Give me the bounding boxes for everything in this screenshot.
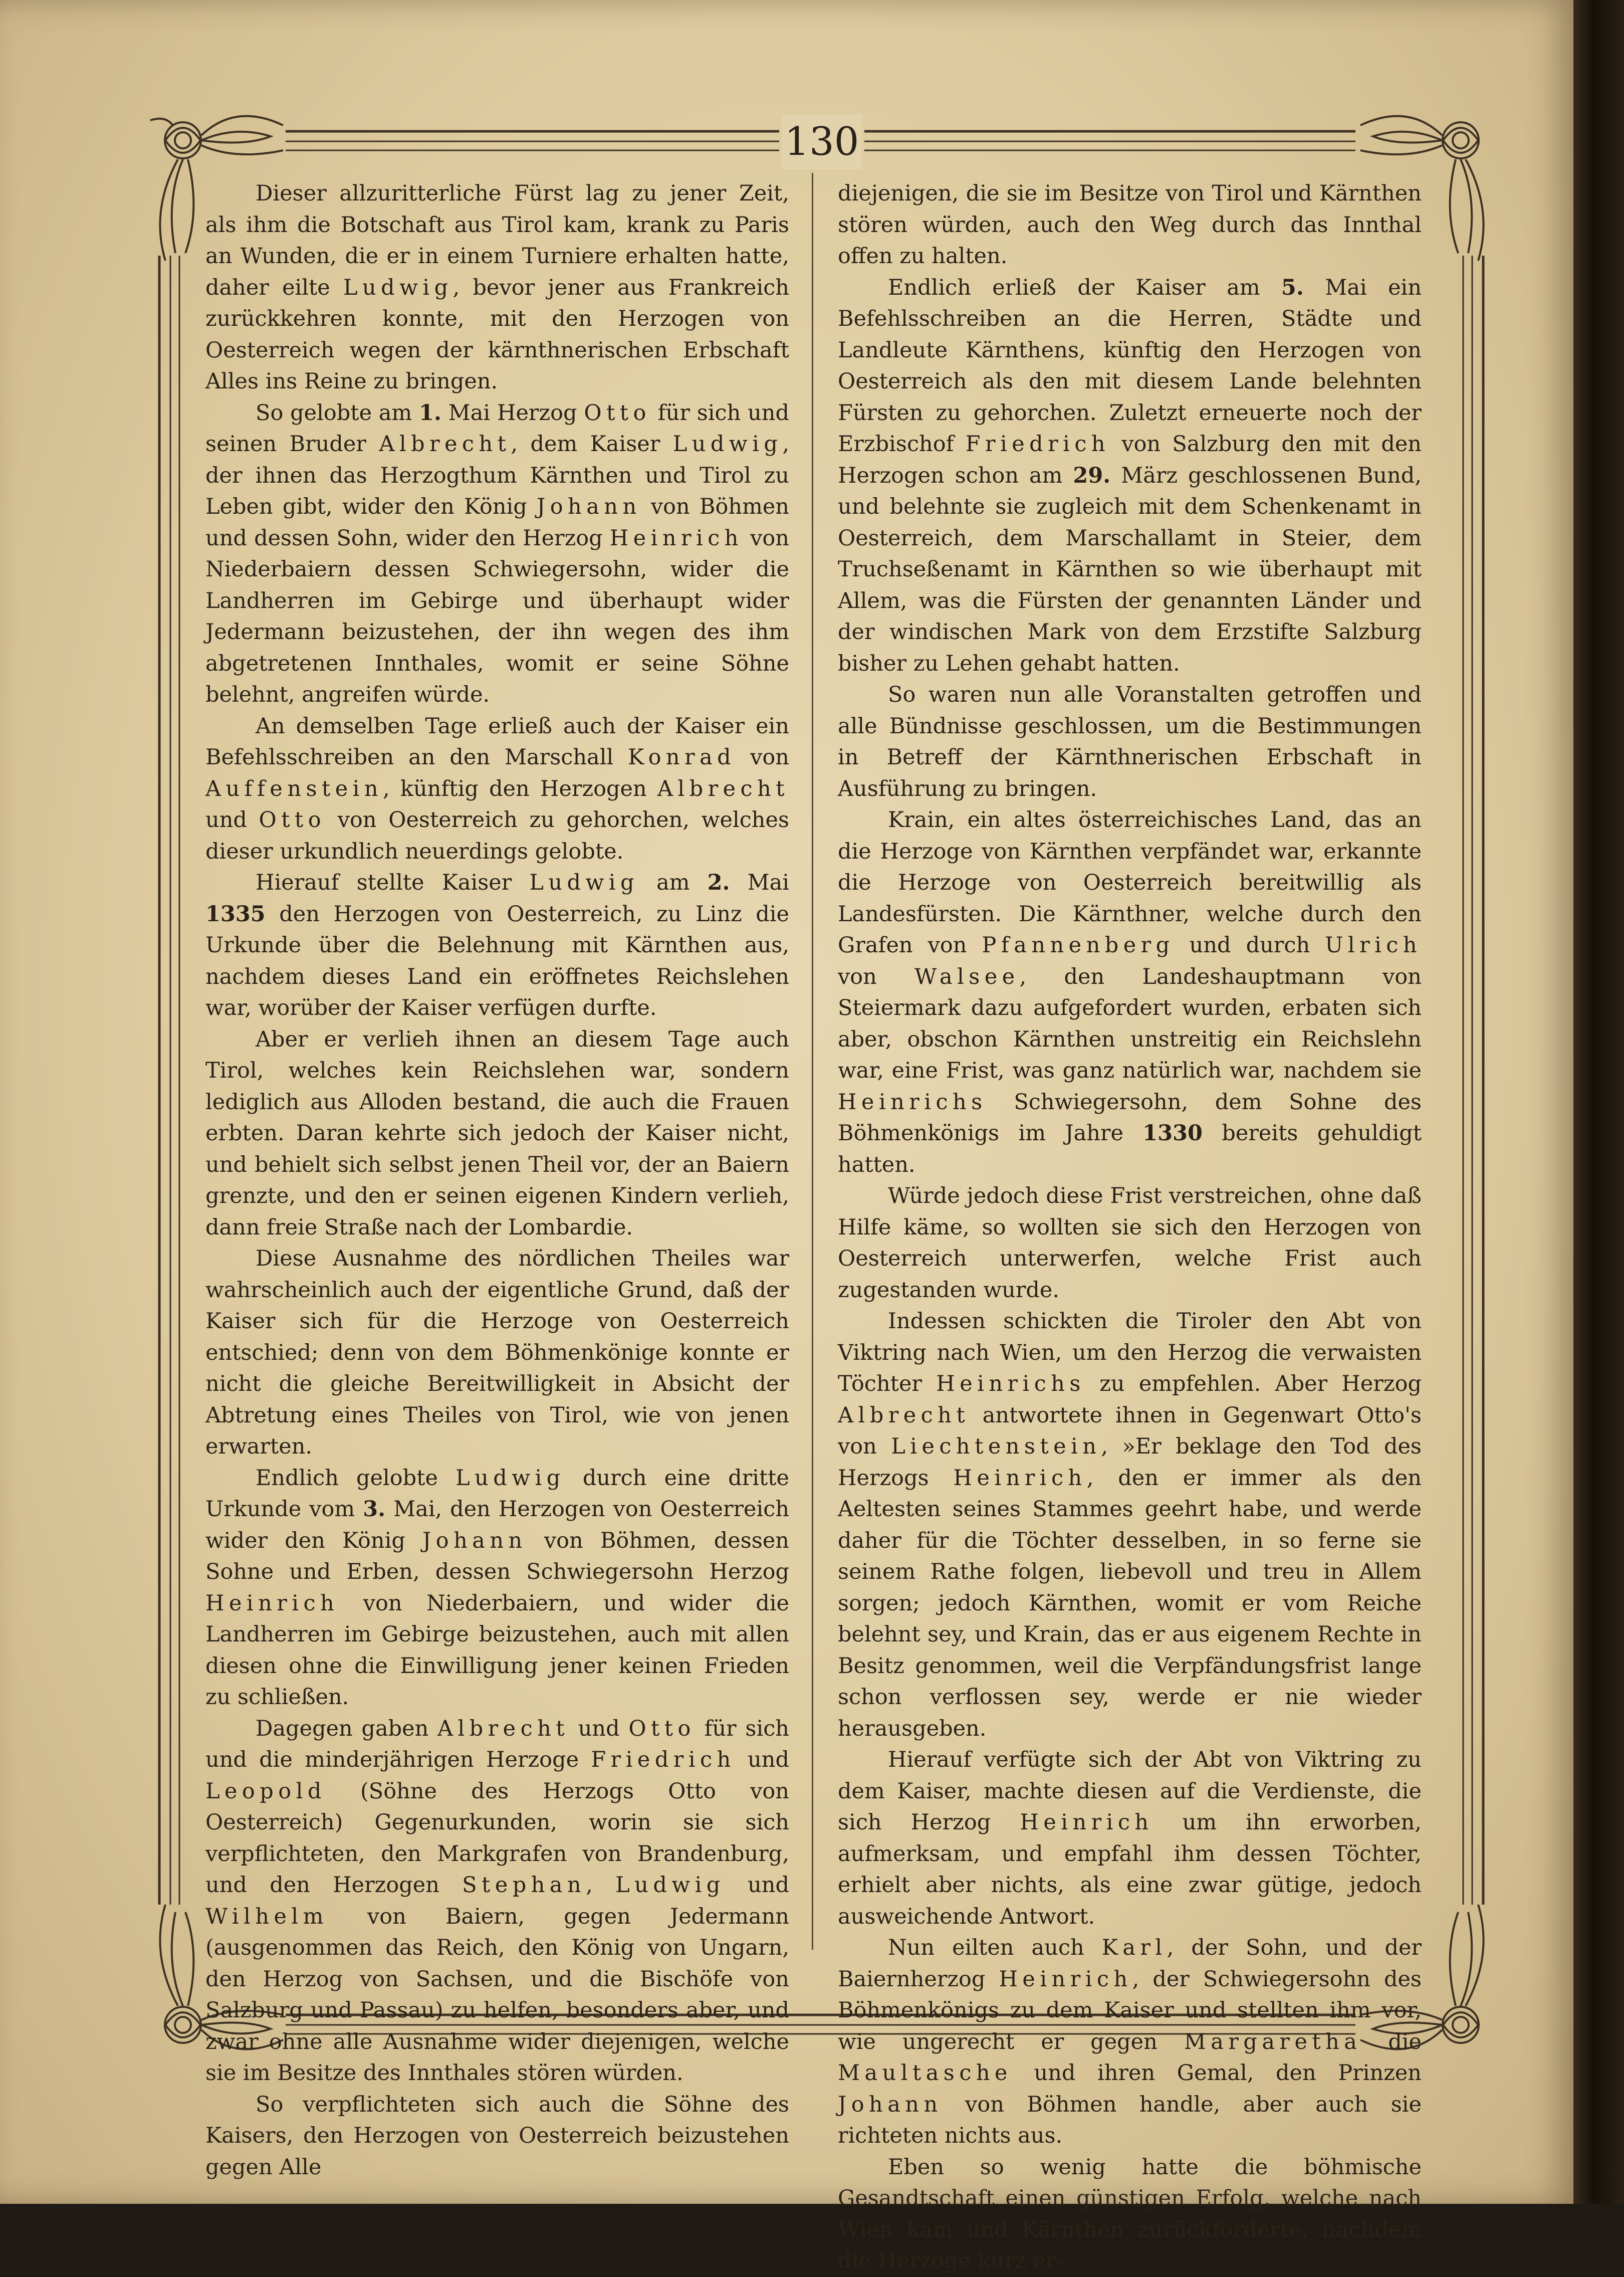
paragraph: Aber er verlieh ihnen an diesem Tage auch Tirol, welches kein Reichslehen war, sondern lediglich aus Alloden bestand, die auch die Frauen erbten. Daran kehrte sich jedoch der Kaiser nicht, und behielt sich selbst jenen Theil vor, der an Baiern grenzte, und den er seinen eigenen Kindern verlieh, dann freie Straße nach der Lombardie. <box>205 1026 789 1240</box>
paragraph: Dieser allzuritterliche Fürst lag zu jener Zeit, als ihm die Botschaft aus Tirol kam, krank zu Paris an Wunden, die er in einem Turniere erhalten hatte, daher eilte Ludwig, bevor jener aus Frankreich zurückkehren konnte, mit den Herzogen von Oesterreich wegen der kärnthnerischen Erbschaft Alles ins Reine zu bringen. <box>205 181 789 394</box>
paragraph: An demselben Tage erließ auch der Kaiser ein Befehlsschreiben an den Marschall Konrad von Auffenstein, künftig den Herzogen Albrecht und Otto von Oesterreich zu gehorchen, welches dieser urkundlich neuerdings gelobte. <box>205 713 789 864</box>
paragraph: Würde jedoch diese Frist verstreichen, ohne daß Hilfe käme, so wollten sie sich den Herzogen von Oesterreich unterwerfen, welche Frist auch zugestanden wurde. <box>838 1183 1422 1303</box>
right-column <box>838 178 1422 2273</box>
book-spine <box>1573 0 1624 2204</box>
paragraph: Eben so wenig hatte die böhmische Gesandtschaft einen günstigen Erfolg, welche nach Wien kam und Kärnthen zurückforderte, nachdem die Herzoge kurz er- <box>838 2154 1422 2273</box>
paragraph: Diese Ausnahme des nördlichen Theiles war wahrscheinlich auch der eigentliche Grund, daß der Kaiser sich für die Herzoge von Oesterreich entschied; denn von dem Böhmenkönige konnte er nicht die gleiche Bereitwilligkeit in Absicht der Abtretung eines Theiles von Tirol, wie von jenen erwarten. <box>205 1246 789 1459</box>
paragraph: So waren nun alle Voranstalten getroffen und alle Bündnisse geschlossen, um die Bestimmungen in Betreff der Kärnthnerischen Erbschaft in Ausführung zu bringen. <box>838 682 1422 801</box>
left-column <box>205 178 790 2180</box>
paragraph: Dagegen gaben Albrecht und Otto für sich und die minderjährigen Herzoge Friedrich und Leopold (Söhne des Herzogs Otto von Oesterreich) Gegenurkunden, worin sie sich verpflichteten, den Markgrafen von Brandenburg, und den Herzogen Stephan, Ludwig und Wilhelm von Baiern, gegen Jedermann (ausgenommen das Reich, den König von Ungarn, den Herzog von Sachsen, und die Bischöfe von Salzburg und Passau) zu helfen, besonders aber, und zwar ohne alle Ausnahme wider diejenigen, welche sie im Besitze des Innthales stören würden. <box>205 1716 790 2086</box>
paragraph: Endlich erließ der Kaiser am 5. Mai ein Befehlsschreiben an die Herren, Städte und Landleute Kärnthens, künftig den Herzogen von Oesterreich als den mit diesem Lande belehnten Fürsten zu gehorchen. Zuletzt erneuerte noch der Erzbischof Friedrich von Salzburg den mit den Herzogen schon am 29. März geschlossenen Bund, und belehnte sie zugleich mit dem Schenkenamt in Oesterreich, dem Marschallamt in Steier, dem Truchseßenamt in Kärnthen so wie überhaupt mit Allem, was die Fürsten der genannten Länder und der windischen Mark von dem Erzstifte Salzburg bisher zu Lehen gehabt hatten. <box>838 275 1422 676</box>
paragraph: So verpflichteten sich auch die Söhne des Kaisers, den Herzogen von Oesterreich beizustehen gegen Alle <box>205 2092 789 2180</box>
paragraph: Endlich gelobte Ludwig durch eine dritte Urkunde vom 3. Mai, den Herzogen von Oesterreich wider den König Johann von Böhmen, dessen Sohne und Erben, dessen Schwiegersohn Herzog Heinrich von Niederbaiern, und wider die Landherren im Gebirge beizustehen, auch mit allen diesen ohne die Einwilligung jener keinen Frieden zu schließen. <box>205 1465 790 1710</box>
paragraph: Krain, ein altes österreichisches Land, das an die Herzoge von Kärnthen verpfändet war, erkannte die Herzoge von Oesterreich bereitwillig als Landesfürsten. Die Kärnthner, welche durch den Grafen von Pfannenberg und durch Ulrich von Walsee, den Landeshauptmann von Steiermark dazu aufgefordert wurden, erbaten sich aber, obschon Kärnthen unstreitig ein Reichslehn war, eine Frist, was ganz natürlich war, nachdem sie Heinrichs Schwiegersohn, dem Sohne des Böhmenkönigs im Jahre 1330 bereits gehuldigt hatten. <box>838 807 1422 1177</box>
paragraph: Indessen schickten die Tiroler den Abt von Viktring nach Wien, um den Herzog die verwaisten Töchter Heinrichs zu empfehlen. Aber Herzog Albrecht antwortete ihnen in Gegenwart Otto's von Liechtenstein, »Er beklage den Tod des Herzogs Heinrich, den er immer als den Aeltesten seines Stammes geehrt habe, und werde daher für die Töchter desselben, in so ferne sie seinem Rathe folgen, liebevoll und treu in Allem sorgen; jedoch Kärnthen, womit er vom Reiche belehnt sey, und Krain, das er aus eigenem Rechte in Besitz genommen, weil die Verpfändungsfrist lange schon verflossen sey, werde er nie wieder herausgeben. <box>838 1309 1422 1741</box>
page-number: 130 <box>782 114 862 169</box>
paragraph: So gelobte am 1. Mai Herzog Otto für sich und seinen Bruder Albrecht, dem Kaiser Ludwig, der ihnen das Herzogthum Kärnthen und Tirol zu Leben gibt, wider den König Johann von Böhmen und dessen Sohn, wider den Herzog Heinrich von Niederbaiern dessen Schwiegersohn, wider die Landherren im Gebirge und überhaupt wider Jedermann beizustehen, der ihn wegen des ihm abgetretenen Innthales, womit er seine Söhne belehnt, angreifen würde. <box>205 400 790 707</box>
paragraph: Hierauf verfügte sich der Abt von Viktring zu dem Kaiser, machte diesen auf die Verdienste, die sich Herzog Heinrich um ihn erworben, aufmerksam, und empfahl ihm dessen Töchter, erhielt aber nichts, als eine zwar gütige, jedoch ausweichende Antwort. <box>838 1747 1422 1929</box>
paragraph: Nun eilten auch Karl, der Sohn, und der Baiernherzog Heinrich, der Schwiegersohn des Böhmenkönigs zu dem Kaiser und stellten ihm vor, wie ungerecht er gegen Margaretha die Maultasche und ihren Gemal, den Prinzen Johann von Böhmen handle, aber auch sie richteten nichts aus. <box>838 1935 1422 2148</box>
paragraph: Hierauf stellte Kaiser Ludwig am 2. Mai 1335 den Herzogen von Oesterreich, zu Linz die Urkunde über die Belehnung mit Kärnthen aus, nachdem dieses Land ein eröffnetes Reichslehen war, worüber der Kaiser verfügen durfte. <box>205 870 790 1020</box>
paragraph: diejenigen, die sie im Besitze von Tirol und Kärnthen stören würden, auch den Weg durch das Innthal offen zu halten. <box>838 181 1422 269</box>
column-divider <box>812 173 813 1950</box>
